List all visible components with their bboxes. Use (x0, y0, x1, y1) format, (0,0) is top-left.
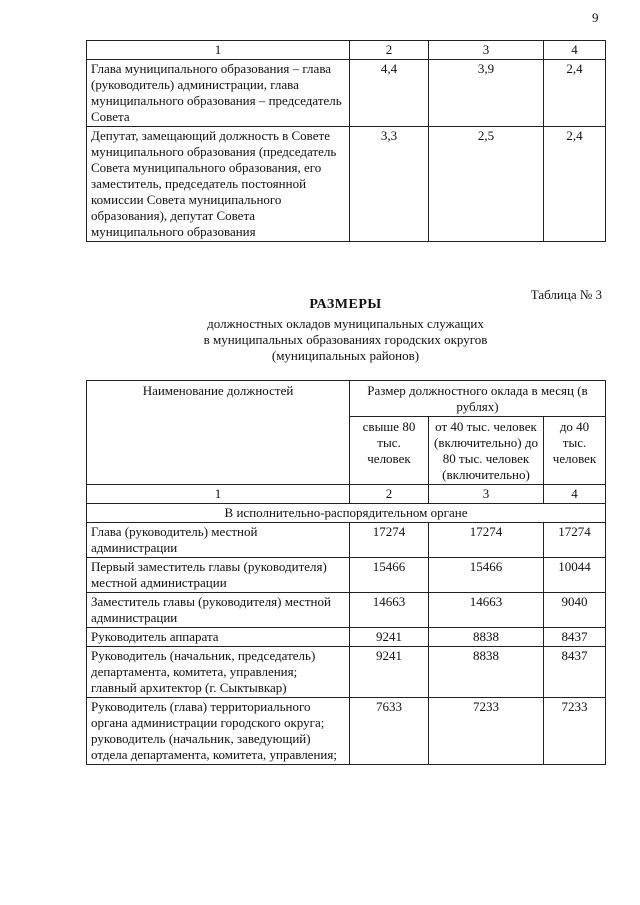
table-row (87, 523, 606, 558)
value-cell: 14663 (429, 593, 544, 628)
value-cell: 14663 (350, 593, 429, 628)
position-cell: Руководитель (глава) территориального органа администрации городского округа; руководитель (начальник, заведующий) отдела департамента, комитета, управления; (87, 698, 350, 765)
table-row (87, 628, 606, 647)
value-cell: 15466 (429, 558, 544, 593)
column-number: 1 (87, 485, 350, 504)
table-row (87, 593, 606, 628)
position-cell: Депутат, замещающий должность в Совете муниципального образования (председатель Совета муниципального образования, его заместитель, председатель постоянной комиссии Совета муниципального образования), депутат Совета муниципального образования (87, 127, 350, 242)
subtitle-line: в муниципальных образованиях городских округов (203, 332, 488, 347)
value-cell: 9040 (544, 593, 606, 628)
header-position: Наименование должностей (87, 381, 350, 485)
value-cell: 8838 (429, 647, 544, 698)
value-cell: 3,9 (429, 60, 544, 127)
table-row (87, 698, 606, 765)
column-number: 4 (544, 41, 606, 60)
position-cell: Руководитель аппарата (87, 628, 350, 647)
value-cell: 17274 (350, 523, 429, 558)
header-population-40k-80k: от 40 тыс. человек (включительно) до 80 тыс. человек (включительно) (429, 417, 544, 485)
section-row (87, 504, 606, 523)
value-cell: 7233 (429, 698, 544, 765)
table-row (87, 558, 606, 593)
value-cell: 3,3 (350, 127, 429, 242)
position-cell: Первый заместитель главы (руководителя) местной администрации (87, 558, 350, 593)
table-title: РАЗМЕРЫ (309, 297, 382, 312)
value-cell: 7633 (350, 698, 429, 765)
column-number: 4 (544, 485, 606, 504)
value-cell: 2,4 (544, 127, 606, 242)
value-cell: 9241 (350, 647, 429, 698)
column-number: 2 (350, 485, 429, 504)
header-population-under-40k: до 40 тыс. человек (544, 417, 606, 485)
table-column-numbers-row (87, 41, 606, 60)
table-column-numbers-row (87, 485, 606, 504)
value-cell: 8437 (544, 628, 606, 647)
subtitle-line: должностных окладов муниципальных служащих (207, 316, 484, 331)
value-cell: 8437 (544, 647, 606, 698)
value-cell: 2,4 (544, 60, 606, 127)
value-cell: 10044 (544, 558, 606, 593)
value-cell: 17274 (544, 523, 606, 558)
value-cell: 4,4 (350, 60, 429, 127)
subtitle-line: (муниципальных районов) (271, 348, 420, 363)
table-header-row (87, 381, 606, 417)
value-cell: 2,5 (429, 127, 544, 242)
table-row (87, 60, 606, 127)
value-cell: 15466 (350, 558, 429, 593)
column-number: 3 (429, 41, 544, 60)
header-salary: Размер должностного оклада в месяц (в рублях) (350, 381, 606, 417)
column-number: 3 (429, 485, 544, 504)
table-row (87, 127, 606, 242)
column-number: 2 (350, 41, 429, 60)
table-row (87, 647, 606, 698)
position-cell: Глава муниципального образования – глава (руководитель) администрации, глава муниципального образования – председатель Совета (87, 60, 350, 127)
coefficients-table (86, 40, 606, 242)
position-cell: Глава (руководитель) местной администрации (87, 523, 350, 558)
value-cell: 17274 (429, 523, 544, 558)
value-cell: 9241 (350, 628, 429, 647)
column-number: 1 (87, 41, 350, 60)
position-cell: Руководитель (начальник, председатель) департамента, комитета, управления; главный архитектор (г. Сыктывкар) (87, 647, 350, 698)
salary-table (86, 380, 606, 765)
table-subtitle (86, 316, 605, 364)
value-cell: 7233 (544, 698, 606, 765)
page-number: 9 (592, 10, 599, 25)
section-heading: В исполнительно-распорядительном органе (87, 504, 606, 523)
position-cell: Заместитель главы (руководителя) местной администрации (87, 593, 350, 628)
value-cell: 8838 (429, 628, 544, 647)
table-caption: Таблица № 3 (530, 287, 602, 302)
header-population-over-80k: свыше 80 тыс. человек (350, 417, 429, 485)
